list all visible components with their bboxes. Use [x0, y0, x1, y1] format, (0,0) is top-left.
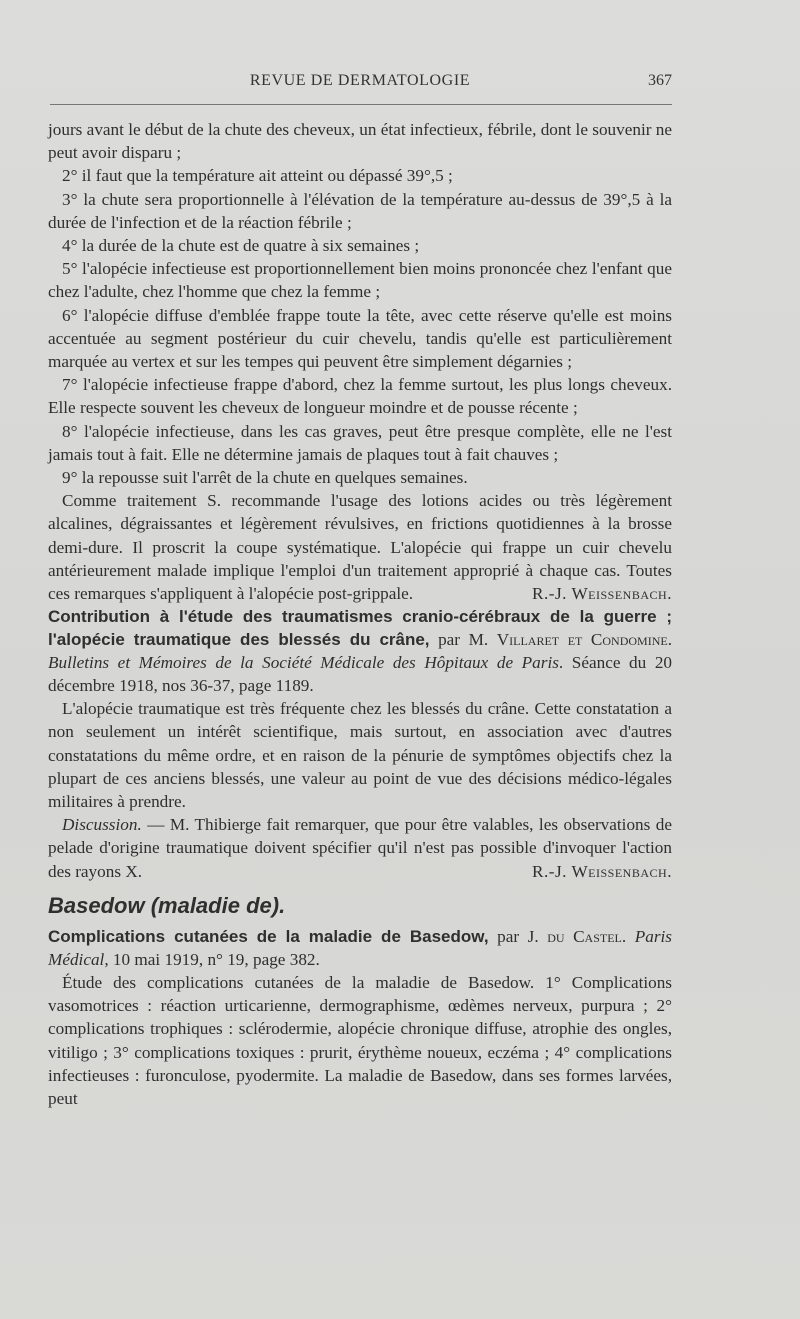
header-rule: [50, 104, 672, 105]
list-item: 4° la durée de la chute est de quatre à six semaines ;: [62, 236, 420, 256]
list-item: 5° l'alopécie infectieuse est proportionnellement bien moins prononcée chez l'enfant que chez l'adulte, chez l'homme que chez la femme ;: [48, 259, 672, 302]
page-number: 367: [648, 72, 672, 89]
list-item: 8° l'alopécie infectieuse, dans les cas graves, peut être presque complète, elle ne l'est jamais tout à fait. Elle ne détermine jamais de plaques tout à fait chauves ;: [48, 421, 672, 464]
citation-details: . Séance du 20 décembre 1918, nos 36-37, page 1189.: [48, 653, 673, 696]
paragraph: L'alopécie traumatique est très fréquente chez les blessés du crâne. Cette constatation a non seulement un intérêt scientifique, mais surtout, en association avec d'autres constatations du même ordre, et en raison de la pénurie de symptômes objectifs chez la plupart de ces anciens blessés, une valeur au point de vue des décisions médico-légales militaires à prendre.: [48, 699, 672, 812]
article-by: par J.: [488, 926, 548, 946]
journal-name: Paris Médical: [48, 926, 672, 969]
list-item: 9° la repousse suit l'arrêt de la chute en quelques semaines.: [62, 468, 468, 488]
list-item: 6° l'alopécie diffuse d'emblée frappe toute la tête, avec cette réserve qu'elle est moins accentuée au segment postérieur du cuir chevelu, tandis qu'elle est particulièrement marquée au vertex et sur les tempes qui peuvent être simplement dégarnies ;: [48, 305, 672, 372]
article-title: [48, 605, 672, 697]
paragraph-text: — M. Thibierge fait remarquer, que pour être valables, les observations de pelade d'origine traumatique doivent spécifier qu'il n'est pas possible d'invoquer l'action des rayons X.: [48, 815, 672, 881]
discussion-label: Discussion.: [62, 815, 142, 835]
article-sep: .: [667, 630, 672, 650]
running-title: REVUE DE DERMATOLOGIE: [249, 72, 471, 89]
section-heading: Basedow (maladie de).: [48, 892, 286, 918]
article-authors: Villaret et Condomine: [496, 630, 668, 650]
article-sep: .: [621, 926, 635, 946]
journal-name: Bulletins et Mémoires de la Société Médicale des Hôpitaux de Paris: [48, 653, 559, 673]
paragraph: [48, 813, 672, 883]
citation-details: , 10 mai 1919, n° 19, page 382.: [104, 949, 320, 969]
paragraph-text: Comme traitement S. recommande l'usage des lotions acides ou très légèrement alcalines, dégraissantes et légèrement révulsives, en frictions quotidiennes à la brosse demi-dure. Il proscrit la coupe systématique. L'alopécie qui frappe un cuir chevelu antérieurement malade implique l'emploi d'un traitement approprié à chaque cas. Toutes ces remarques s'appliquent à l'alopécie post-grippale.: [48, 491, 672, 604]
signature: R.-J. Weissenbach.: [532, 861, 672, 881]
list-item: 7° l'alopécie infectieuse frappe d'abord, chez la femme surtout, les plus longs cheveux. Elle respecte souvent les cheveux de longueur moindre et de pousse récente ;: [48, 375, 672, 418]
article-by: par M.: [429, 630, 497, 650]
article-title-text: Complications cutanées de la maladie de Basedow,: [48, 926, 489, 946]
running-header: [48, 72, 672, 96]
paragraph: [48, 489, 672, 605]
signature: R.-J. Weissenbach.: [532, 584, 672, 604]
list-item: 3° la chute sera proportionnelle à l'élévation de la température au-dessus de 39°,5 à la durée de l'infection et de la réaction fébrile ;: [48, 189, 672, 232]
body-text: [48, 118, 672, 1110]
article-title: [48, 925, 672, 971]
list-item: 2° il faut que la température ait atteint ou dépassé 39°,5 ;: [62, 166, 453, 186]
paragraph: Étude des complications cutanées de la maladie de Basedow. 1° Complications vasomotrices : réaction urticarienne, dermographisme, œdèmes nerveux, purpura ; 2° complications trophiques : sclérodermie, alopécie chronique diffuse, atrophie des ongles, vitiligo ; 3° complications toxiques : prurit, érythème noueux, eczéma ; 4° complications infectieuses : furonculose, pyodermite. La maladie de Basedow, dans ses formes larvées, peut: [48, 972, 672, 1108]
article-authors: du Castel: [547, 926, 622, 946]
article-title-text: Contribution à l'étude des traumatismes cranio-cérébraux de la guerre ; l'alopécie traumatique des blessés du crâne,: [48, 607, 672, 650]
paragraph: jours avant le début de la chute des cheveux, un état infectieux, fébrile, dont le souvenir ne peut avoir disparu ;: [48, 120, 672, 163]
